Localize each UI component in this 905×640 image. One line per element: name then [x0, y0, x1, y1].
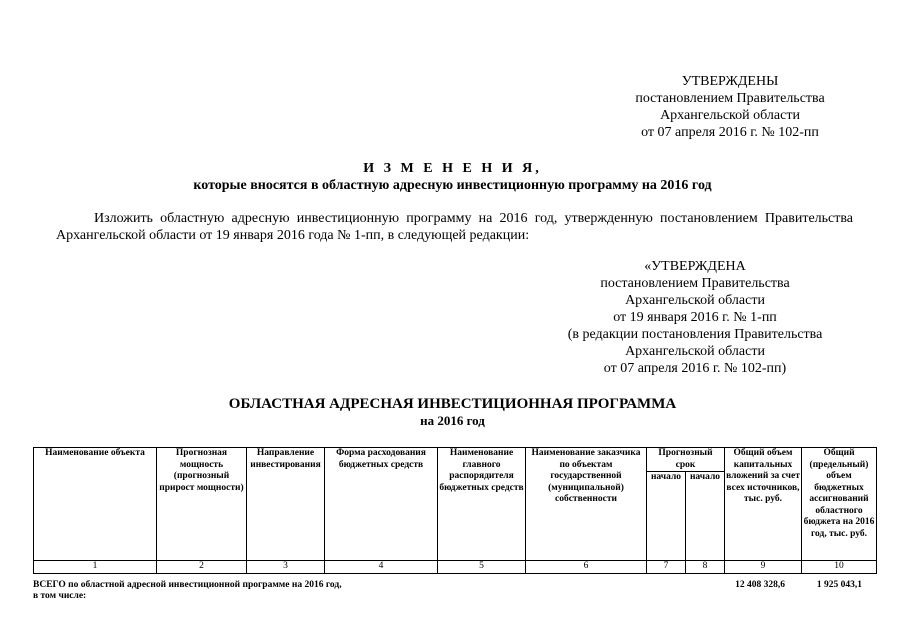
- total-capital-investment: 12 408 328,6: [735, 580, 785, 590]
- total-label-line2: в том числе:: [33, 591, 87, 601]
- approval-line: Архангельской области: [660, 108, 800, 123]
- approval-quoted-line: «УТВЕРЖДЕНА: [644, 259, 746, 274]
- approval-line: УТВЕРЖДЕНЫ: [681, 74, 779, 89]
- header-expenditure-form: Форма расходования бюджетных средств: [325, 448, 438, 561]
- column-number: 10: [802, 561, 877, 574]
- approval-header: [600, 73, 860, 141]
- column-number: 5: [438, 561, 526, 574]
- total-budget-allocation: 1 925 043,1: [816, 580, 862, 590]
- approval-quoted: [545, 258, 845, 377]
- header-forecast-term: Прогнозный срок: [647, 448, 725, 472]
- program-table: [33, 447, 877, 574]
- approval-line: от 07 апреля 2016 г. № 102-пп: [641, 125, 819, 140]
- header-customer: Наименование заказчика по объектам государственной (муниципальной) собственности: [526, 448, 647, 561]
- column-number: 8: [686, 561, 725, 574]
- column-number: 1: [34, 561, 157, 574]
- program-title-line1: ОБЛАСТНАЯ АДРЕСНАЯ ИНВЕСТИЦИОННАЯ ПРОГРАММА: [228, 396, 677, 412]
- changes-heading: И З М Е Н Е Н И Я,: [363, 161, 542, 176]
- column-number: 4: [325, 561, 438, 574]
- changes-title: [0, 160, 905, 194]
- program-title-line2: на 2016 год: [420, 413, 485, 428]
- approval-quoted-line: (в редакции постановления Правительства: [567, 327, 823, 342]
- total-label-line1: ВСЕГО по областной адресной инвестиционной программе на 2016 год,: [33, 580, 342, 590]
- column-number: 2: [157, 561, 247, 574]
- header-total-investment: Общий объем капитальных вложений за счет всех источников, тыс. руб.: [725, 448, 802, 561]
- header-object-name: Наименование объекта: [34, 448, 157, 561]
- approval-quoted-line: Архангельской области: [625, 293, 765, 308]
- approval-quoted-line: от 07 апреля 2016 г. № 102-пп): [603, 361, 787, 376]
- column-number: 9: [725, 561, 802, 574]
- header-start: начало: [647, 472, 686, 561]
- program-title: [0, 396, 905, 429]
- approval-quoted-line: Архангельской области: [625, 344, 765, 359]
- approval-line: постановлением Правительства: [635, 91, 825, 106]
- approval-quoted-line: от 19 января 2016 г. № 1-пп: [613, 310, 777, 325]
- header-investment-direction: Направление инвестирования: [247, 448, 325, 561]
- table-numbers-row: [34, 561, 877, 574]
- header-start-2: начало: [686, 472, 725, 561]
- column-number: 6: [526, 561, 647, 574]
- table-header-row: [34, 448, 877, 472]
- column-number: 7: [647, 561, 686, 574]
- header-budget-manager: Наименование главного распорядителя бюджетных средств: [438, 448, 526, 561]
- body-paragraph: Изложить областную адресную инвестиционную программу на 2016 год, утвержденную постановлением Правительства Архангельской области от 19 января 2016 года № 1-пп, в следующей редакции:: [56, 211, 853, 243]
- header-capacity: Прогнозная мощность (прогнозный прирост мощности): [157, 448, 247, 561]
- changes-subtitle: которые вносятся в областную адресную инвестиционную программу на 2016 год: [193, 178, 712, 193]
- total-label: [33, 580, 453, 602]
- column-number: 3: [247, 561, 325, 574]
- approval-quoted-line: постановлением Правительства: [600, 276, 790, 291]
- header-budget-allocation: Общий (предельный) объем бюджетных ассигнований областного бюджета на 2016 год, тыс. руб.: [802, 448, 877, 561]
